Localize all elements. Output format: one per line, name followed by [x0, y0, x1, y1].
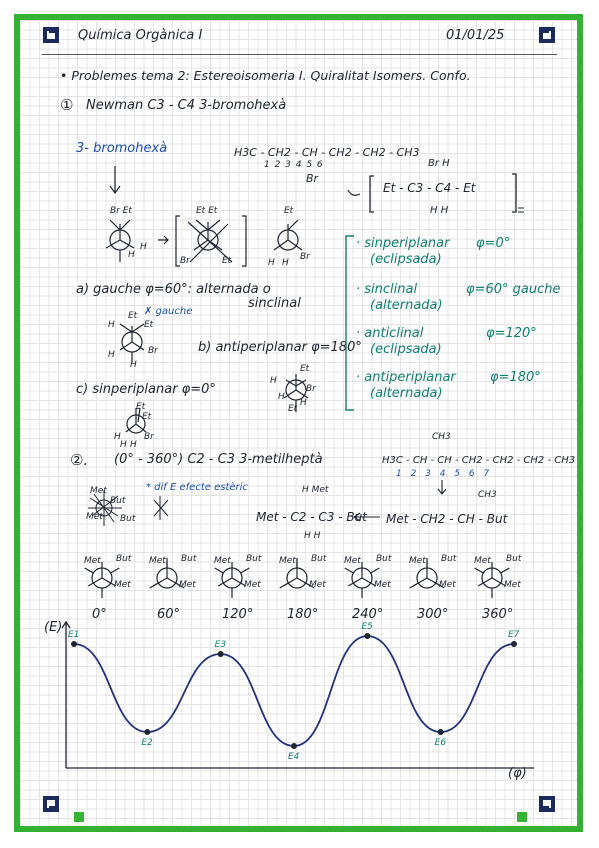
center-formula: Met - C2 - C3 - But — [256, 510, 367, 524]
steric-note: * dif E efecte estèric — [146, 482, 248, 493]
newman-label: Br — [180, 256, 190, 266]
newman-group-label: But — [506, 554, 522, 564]
newman-rotation-row — [60, 540, 550, 606]
center-formula-top: H Met — [302, 485, 329, 495]
newman-group-label: Met — [409, 556, 426, 566]
rotation-angle-label: 60° — [157, 607, 181, 622]
energy-point-label: E7 — [508, 630, 520, 640]
conformation-name: · antiperiplanar — [356, 370, 456, 385]
conformation-name: · sinperiplanar — [356, 236, 450, 251]
rotation-angle-label: 360° — [482, 607, 514, 622]
exercise-title: Newman C3 - C4 3-bromohexà — [86, 98, 287, 113]
y-axis-label: (E) — [44, 620, 63, 635]
newman-group-label: Met — [244, 580, 261, 590]
center-formula-bottom: H H — [304, 531, 321, 541]
newman-label: Et Et — [196, 206, 218, 216]
formula-substituent: CH3 — [478, 490, 497, 500]
formula-substituent: CH3 — [432, 432, 451, 442]
conformation-sub: (alternada) — [370, 386, 443, 401]
exercise-number: ②. — [70, 451, 89, 469]
newman-group-label: Met — [179, 580, 196, 590]
conformation-name: · anticlinal — [356, 326, 424, 341]
rotation-angle-label: 120° — [222, 607, 254, 622]
conformation-sub: (alternada) — [370, 298, 443, 313]
newman-a-label: H — [130, 360, 137, 370]
newman-group-label: But — [116, 554, 132, 564]
rotation-angle-label: 300° — [417, 607, 449, 622]
newman-group-label: Met — [149, 556, 166, 566]
newman-group-label: Met — [439, 580, 456, 590]
newman-label: H — [140, 242, 147, 252]
energy-point — [291, 743, 297, 749]
carbon-numbers: 1 2 3 4 5 6 — [264, 160, 324, 170]
green-square-marker — [74, 812, 84, 822]
newman-label: H — [128, 250, 135, 260]
compound-name: 3- bromohexà — [76, 141, 168, 156]
left-arrow-icon — [352, 512, 382, 522]
bracket-drawing — [340, 168, 530, 218]
sketch-label: Met — [86, 512, 103, 522]
newman-label: Br Et — [110, 206, 132, 216]
conformation-angle: φ=180° — [490, 370, 541, 385]
newman-a-label: Br — [148, 346, 158, 356]
sketch-label: But — [120, 514, 136, 524]
newman-b-label: Br — [306, 384, 316, 394]
newman-group-label: Met — [374, 580, 391, 590]
bracket-top-labels: Br H — [428, 158, 450, 169]
newman-group-label: Met — [344, 556, 361, 566]
exercise-number: ① — [60, 96, 74, 114]
energy-point-label: E6 — [434, 738, 447, 748]
newman-label: Et — [284, 206, 294, 216]
item-c: c) sinperiplanar φ=0° — [76, 382, 216, 397]
newman-label: Br — [300, 252, 310, 262]
sketch-label: But — [110, 496, 126, 506]
structural-formula: H3C - CH - CH - CH2 - CH2 - CH2 - CH3 — [382, 455, 576, 466]
newman-group-label: But — [181, 554, 197, 564]
conformation-angle: φ=120° — [486, 326, 537, 341]
energy-point-label: E5 — [361, 622, 373, 632]
newman-c-label: Et — [136, 402, 146, 412]
bracket-bottom-labels: H H — [430, 205, 449, 216]
newman-c-label: Br — [144, 432, 154, 442]
newman-group-label: Met — [214, 556, 231, 566]
energy-point-label: E1 — [68, 630, 80, 640]
newman-group-label: But — [246, 554, 262, 564]
topic-line: • Problemes tema 2: Estereoisomeria I. Quiralitat Isomers. Confo. — [60, 68, 471, 83]
conformation-sub: (eclipsada) — [370, 252, 442, 267]
x-axis-label: (φ) — [508, 766, 527, 781]
newman-c-label: H — [130, 440, 137, 450]
newman-group-label: Met — [504, 580, 521, 590]
item-a-continuation: sinclinal — [248, 296, 301, 311]
newman-group-label: But — [376, 554, 392, 564]
side-list-bracket — [342, 234, 356, 414]
newman-c-label: H — [120, 440, 127, 450]
sketch-label: Met — [90, 486, 107, 496]
rotation-angle-label: 0° — [92, 607, 107, 622]
green-square-marker — [517, 812, 527, 822]
energy-curve — [74, 636, 514, 746]
energy-point — [71, 641, 77, 647]
substituent-label: Br — [306, 172, 319, 185]
newman-a-label: H — [108, 320, 115, 330]
newman-c-label: Et — [142, 412, 152, 422]
down-arrow-icon — [108, 166, 122, 196]
energy-point — [144, 729, 150, 735]
energy-point — [218, 651, 224, 657]
newman-b-label: Et — [300, 364, 310, 374]
rotation-angle-label: 240° — [352, 607, 384, 622]
carbon-numbers: 1 2 3 4 5 6 7 — [396, 469, 493, 479]
newman-a-label: H — [108, 350, 115, 360]
conformation-angle: φ=60° gauche — [466, 282, 561, 297]
conformation-name: · sinclinal — [356, 282, 418, 297]
bracket-formula: Et - C3 - C4 - Et — [383, 181, 476, 195]
exercise-title: (0° - 360°) C2 - C3 3-metilheptà — [114, 452, 323, 467]
newman-b-label: H — [278, 392, 285, 402]
newman-group-label: But — [311, 554, 327, 564]
structural-formula: H3C - CH2 - CH - CH2 - CH2 - CH3 — [234, 146, 420, 159]
gauche-note: ✗ gauche — [144, 306, 193, 317]
corner-marker-icon — [42, 26, 60, 44]
corner-marker-icon — [42, 795, 60, 813]
item-b: b) antiperiplanar φ=180° — [198, 340, 362, 355]
newman-group-label: But — [441, 554, 457, 564]
newman-label: H — [282, 258, 289, 268]
header-divider — [42, 54, 557, 55]
energy-point — [438, 729, 444, 735]
newman-label: Et — [222, 256, 232, 266]
energy-point-label: E3 — [214, 640, 227, 650]
newman-label: H — [268, 258, 275, 268]
newman-a-label: Et — [144, 320, 154, 330]
page-date: 01/01/25 — [446, 28, 505, 43]
energy-point-label: E4 — [288, 752, 300, 762]
newman-group-label: Met — [114, 580, 131, 590]
energy-profile-chart — [40, 618, 550, 788]
structural-formula-2: Met - CH2 - CH - But — [386, 512, 508, 526]
energy-point — [511, 641, 517, 647]
energy-point — [364, 633, 370, 639]
newman-b-label: Et — [288, 404, 298, 414]
newman-a-label: Et — [128, 311, 138, 321]
conformation-sub: (eclipsada) — [370, 342, 442, 357]
page-title: Química Orgànica I — [78, 28, 203, 43]
newman-c-label: H — [114, 432, 121, 442]
newman-b-icon — [268, 366, 328, 416]
rotation-angle-label: 180° — [287, 607, 319, 622]
newman-group-label: Met — [84, 556, 101, 566]
corner-marker-icon — [538, 26, 556, 44]
newman-b-label: H — [270, 376, 277, 386]
energy-point-label: E2 — [141, 738, 153, 748]
newman-b-label: H — [300, 398, 307, 408]
newman-group-label: Met — [279, 556, 296, 566]
newman-group-label: Met — [309, 580, 326, 590]
newman-group-label: Met — [474, 556, 491, 566]
down-arrow-icon — [436, 480, 448, 496]
conformation-angle: φ=0° — [476, 236, 511, 251]
item-a: a) gauche φ=60°: alternada o — [76, 282, 271, 297]
corner-marker-icon — [538, 795, 556, 813]
